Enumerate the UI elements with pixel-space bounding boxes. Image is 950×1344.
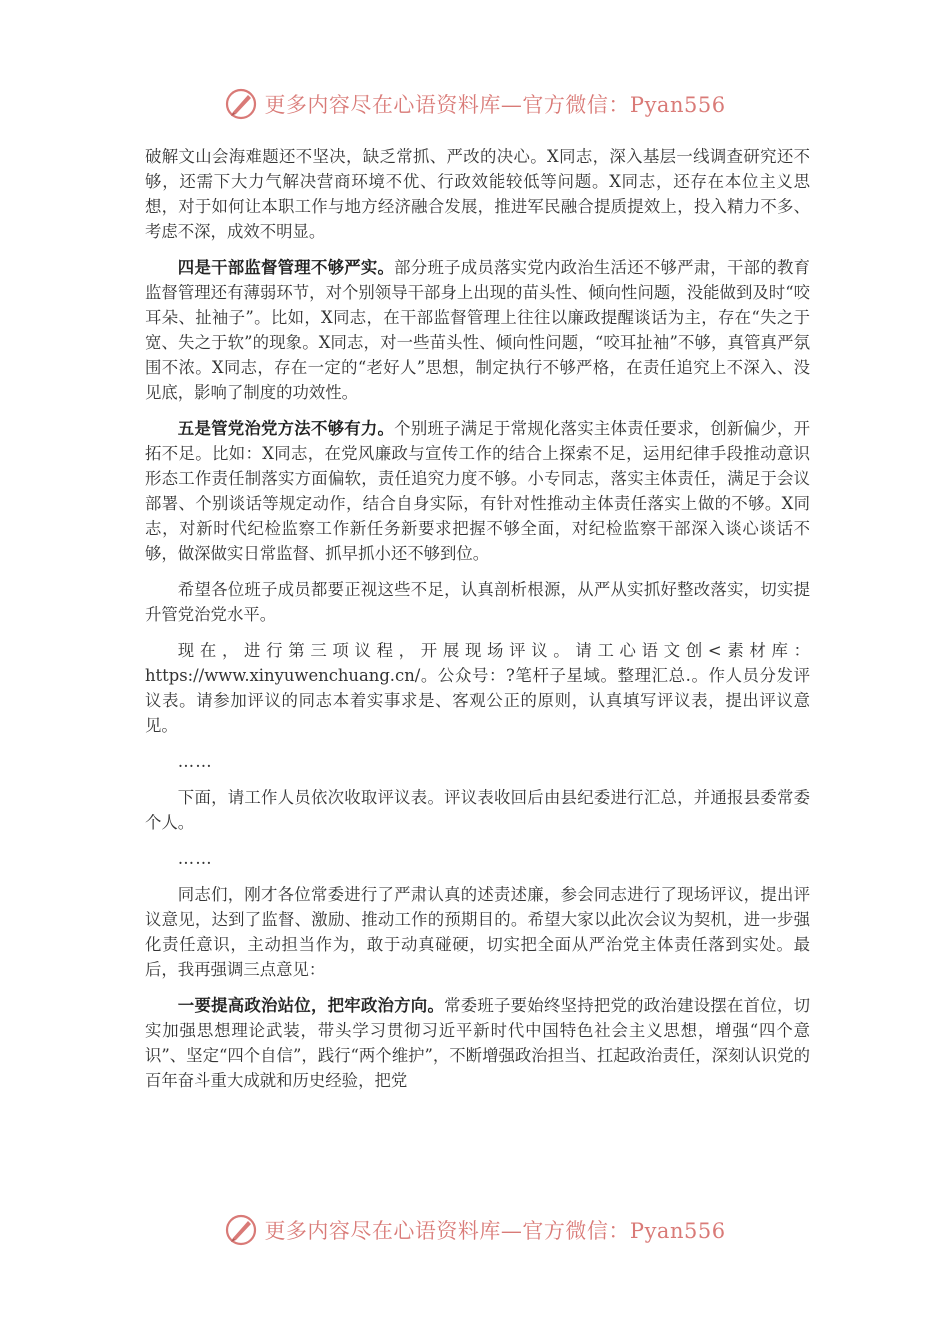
footer-banner-text: 更多内容尽在心语资料库—官方微信：Pyan556	[264, 1219, 726, 1243]
document-body	[145, 144, 810, 1104]
pen-circle-logo-icon	[224, 87, 258, 121]
paragraph-third-agenda: 现在，进行第三项议程，开展现场评议。请工心语文创<素材库：https://www.xinyuwenchuang.cn/。公众号：?笔杆子星域。整理汇总.。作人员分发评议表。请参加评议的同志本着实事求是、客观公正的原则，认真填写评议表，提出评议意见。	[145, 641, 810, 735]
header-banner	[0, 84, 950, 124]
pen-circle-logo-icon	[224, 1213, 258, 1247]
point-four-heading: 四是干部监督管理不够严实。	[177, 258, 395, 277]
paragraph-collect-forms: 下面，请工作人员依次收取评议表。评议表收回后由县纪委进行汇总，并通报县委常委个人。	[145, 788, 810, 832]
point-one-text: 常委班子要始终坚持把党的政治建设摆在首位，切实加强思想理论武装，带头学习贯彻习近平新时代中国特色社会主义思想，增强“四个意识”、坚定“四个自信”，践行“两个维护”，不断增强政治担当、扛起政治责任，深刻认识党的百年奋斗重大成就和历史经验，把党	[145, 996, 810, 1090]
footer-banner	[0, 1210, 950, 1250]
ellipsis-1: ……	[177, 752, 213, 771]
paragraph-continuation: 破解文山会海难题还不坚决，缺乏常抓、严改的决心。X同志，深入基层一线调查研究还不够，还需下大力气解决营商环境不优、行政效能较低等问题。X同志，还存在本位主义思想，对于如何让本职工作与地方经济融合发展，推进军民融合提质提效上，投入精力不多、考虑不深，成效不明显。	[145, 147, 810, 241]
paragraph-summary: 同志们，刚才各位常委进行了严肃认真的述责述廉，参会同志进行了现场评议，提出评议意见，达到了监督、激励、推动工作的预期目的。希望大家以此次会议为契机，进一步强化责任意识，主动担当作为，敢于动真碰硬，切实把全面从严治党主体责任落到实处。最后，我再强调三点意见：	[145, 885, 810, 979]
header-banner-text: 更多内容尽在心语资料库—官方微信：Pyan556	[264, 93, 726, 117]
point-one-heading: 一要提高政治站位，把牢政治方向。	[177, 996, 445, 1015]
paragraph-point-five	[145, 416, 810, 566]
ellipsis-2: ……	[177, 849, 213, 868]
point-five-heading: 五是管党治党方法不够有力。	[177, 419, 395, 438]
paragraph-hope: 希望各位班子成员都要正视这些不足，认真剖析根源，从严从实抓好整改落实，切实提升管党治党水平。	[145, 580, 810, 624]
paragraph-point-four	[145, 255, 810, 405]
point-four-text: 部分班子成员落实党内政治生活还不够严肃，干部的教育监督管理还有薄弱环节，对个别领导干部身上出现的苗头性、倾向性问题，没能做到及时“咬耳朵、扯袖子”。比如，X同志，在干部监督管理上往往以廉政提醒谈话为主，存在“失之于宽、失之于软”的现象。X同志，对一些苗头性、倾向性问题，“咬耳扯袖”不够，真管真严氛围不浓。X同志，存在一定的“老好人”思想，制定执行不够严格，在责任追究上不深入、没见底，影响了制度的功效性。	[145, 258, 811, 402]
point-five-text: 个别班子满足于常规化落实主体责任要求，创新偏少，开拓不足。比如：X同志，在党风廉政与宣传工作的结合上探索不足，运用纪律手段推动意识形态工作责任制落实方面偏软，责任追究力度不够。小专同志，落实主体责任，满足于会议部署、个别谈话等规定动作，结合自身实际，有针对性推动主体责任落实上做的不够。X同志，对新时代纪检监察工作新任务新要求把握不够全面，对纪检监察干部深入谈心谈话不够，做深做实日常监督、抓早抓小还不够到位。	[145, 419, 811, 563]
paragraph-point-one	[145, 993, 810, 1093]
